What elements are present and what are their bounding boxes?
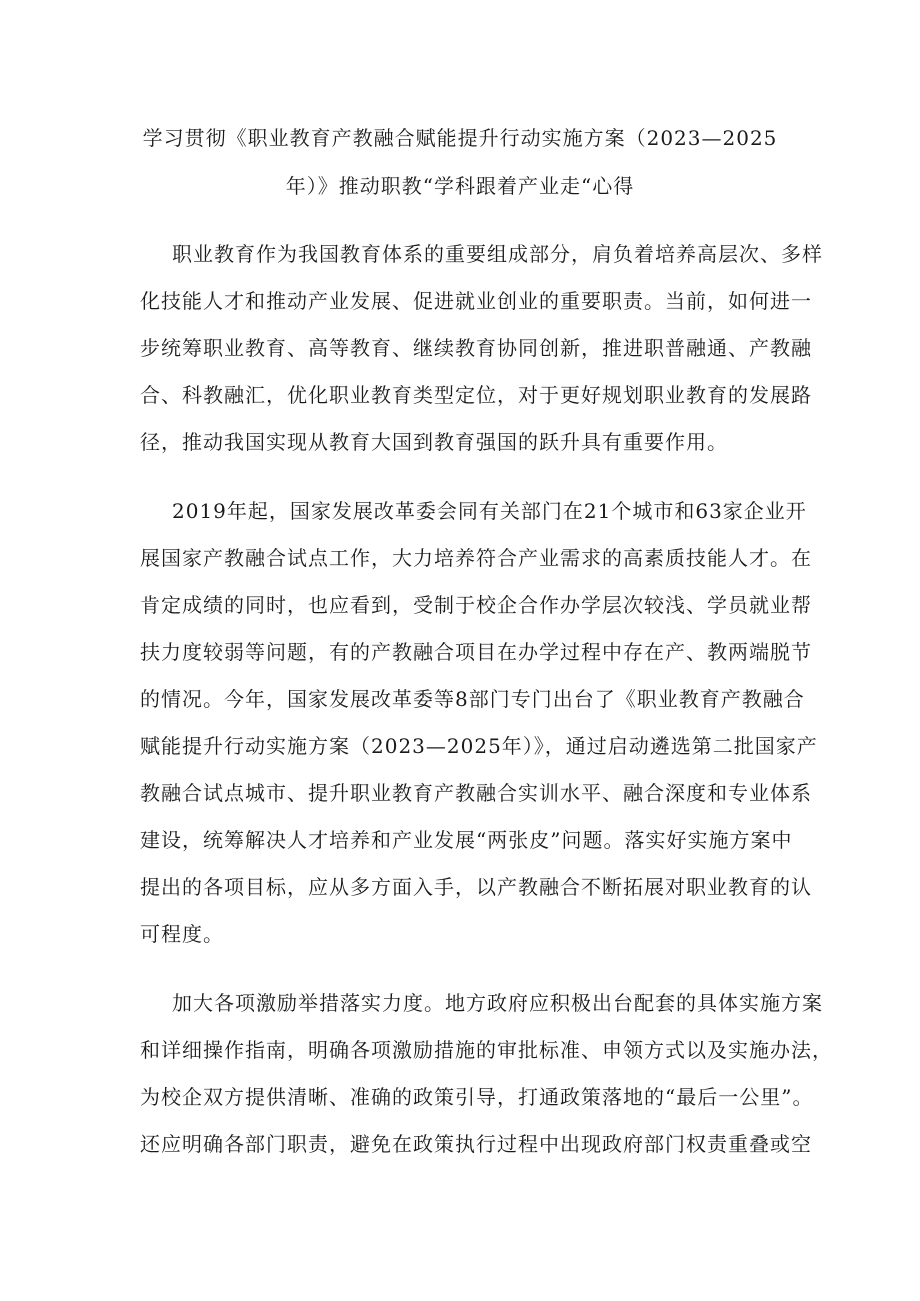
paragraph-line: 赋能提升行动实施方案（2023—2025年）》，通过启动遴选第二批国家产	[140, 734, 818, 758]
paragraph-line: 步统筹职业教育、高等教育、继续教育协同创新，推进职普融通、产教融	[140, 336, 812, 360]
paragraph-line: 和详细操作指南，明确各项激励措施的审批标准、申领方式以及实施办法，	[140, 1038, 833, 1062]
paragraph-line: 还应明确各部门职责，避免在政策执行过程中出现政府部门权责重叠或空	[140, 1132, 812, 1156]
paragraph-line: 扶力度较弱等问题，有的产教融合项目在办学过程中存在产、教两端脱节	[140, 640, 812, 664]
paragraph-line: 可程度。	[140, 922, 224, 946]
paragraph-line: 肯定成绩的同时，也应看到，受制于校企合作办学层次较浅、学员就业帮	[140, 593, 812, 617]
paragraph-line: 提出的各项目标，应从多方面入手，以产教融合不断拓展对职业教育的认	[140, 875, 812, 899]
paragraph-line: 职业教育作为我国教育体系的重要组成部分，肩负着培养高层次、多样	[172, 242, 823, 266]
paragraph-line: 化技能人才和推动产业发展、促进就业创业的重要职责。当前，如何进一	[140, 289, 812, 313]
paragraph-line: 加大各项激励举措落实力度。地方政府应积极出台配套的具体实施方案	[172, 991, 823, 1015]
paragraph-line: 径，推动我国实现从教育大国到教育强国的跃升具有重要作用。	[140, 430, 728, 454]
title-line-1: 学习贯彻《职业教育产教融合赋能提升行动实施方案（2023—2025	[142, 126, 778, 150]
paragraph-line: 建设，统筹解决人才培养和产业发展“两张皮”问题。落实好实施方案中	[140, 828, 793, 852]
paragraph-line: 展国家产教融合试点工作，大力培养符合产业需求的高素质技能人才。在	[140, 546, 812, 570]
paragraph-line: 的情况。今年，国家发展改革委等8部门专门出台了《职业教育产教融合	[140, 687, 805, 711]
title-line-2: 年）》推动职教“学科跟着产业走“心得	[285, 174, 635, 198]
paragraph-line: 2019年起，国家发展改革委会同有关部门在21个城市和63家企业开	[172, 499, 807, 523]
paragraph-line: 为校企双方提供清晰、准确的政策引导，打通政策落地的“最后一公里”。	[140, 1085, 814, 1109]
paragraph-line: 合、科教融汇，优化职业教育类型定位，对于更好规划职业教育的发展路	[140, 383, 812, 407]
paragraph-line: 教融合试点城市、提升职业教育产教融合实训水平、融合深度和专业体系	[140, 781, 812, 805]
